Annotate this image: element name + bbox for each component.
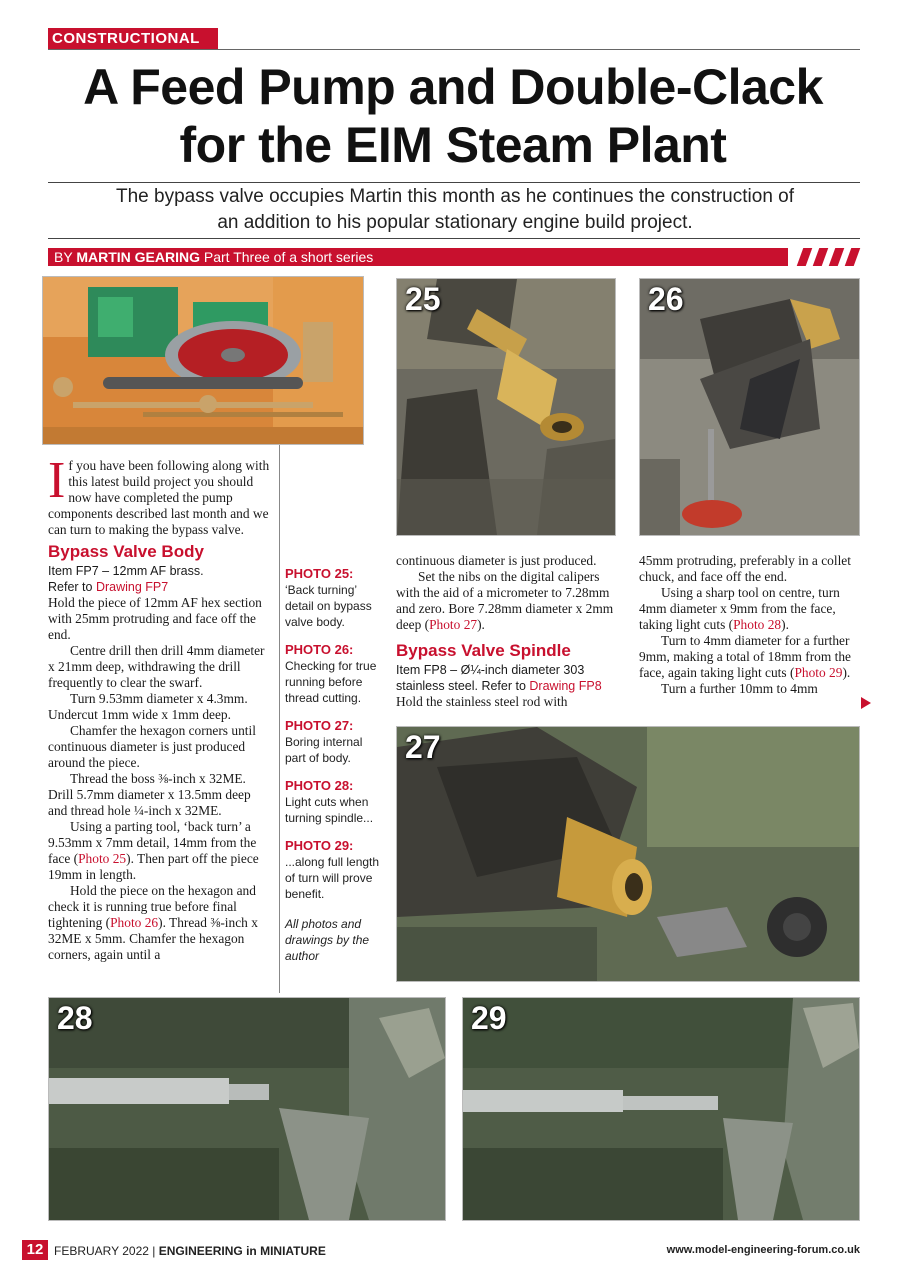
spec-text: Item FP8 – Ø¼-inch diameter 303 stainless steel. Refer to bbox=[396, 663, 585, 693]
paragraph-text: ). bbox=[781, 617, 789, 632]
standfirst-line-2: an addition to his popular stationary engine build project. bbox=[217, 212, 693, 233]
footer-issue-date: FEBRUARY 2022 | bbox=[54, 1244, 156, 1258]
photo-29 bbox=[462, 997, 860, 1221]
photo-reference: Photo 27 bbox=[429, 617, 478, 632]
photo-29-illustration bbox=[463, 998, 859, 1220]
paragraph: 45mm protruding, preferably in a collet chuck, and face off the end. bbox=[639, 553, 851, 584]
paragraph-text: Turn to 4mm diameter for a further 9mm, making a total of 18mm from the face, again taking light cuts ( bbox=[639, 633, 851, 680]
photo-reference: Photo 25 bbox=[78, 851, 127, 866]
paragraph-text: Hold the piece on the hexagon and check it is running true before final tightening ( bbox=[48, 883, 256, 930]
drawing-reference: Drawing FP8 bbox=[529, 679, 602, 693]
standfirst bbox=[70, 184, 840, 236]
photo-27-number: 27 bbox=[405, 729, 441, 765]
engine-illustration bbox=[43, 277, 363, 444]
subhead-bypass-valve-spindle: Bypass Valve Spindle bbox=[396, 641, 571, 660]
body-column-3 bbox=[396, 553, 614, 710]
photo-26-number: 26 bbox=[648, 281, 684, 317]
photo-25 bbox=[396, 278, 616, 536]
headline-line-1: A Feed Pump and Double-Clack bbox=[83, 59, 823, 115]
photo-27 bbox=[396, 726, 860, 982]
byline-series: Part Three of a short series bbox=[203, 249, 374, 265]
paragraph: Turn 9.53mm diameter x 4.3mm. Undercut 1mm wide x 1mm deep. bbox=[48, 691, 248, 722]
photo-27-illustration bbox=[397, 727, 859, 981]
paragraph-text: Using a parting tool, ‘back turn’ a 9.53mm x 7mm detail, 14mm from the face ( bbox=[48, 819, 257, 866]
paragraph-text: Set the nibs on the digital calipers with the aid of a micrometer to 7.28mm and zero. Bore 7.28mm diameter x 2mm deep ( bbox=[396, 569, 614, 632]
caption-text-26: Checking for true running before thread cutting. bbox=[285, 659, 377, 705]
photo-28-illustration bbox=[49, 998, 445, 1220]
drop-cap: I bbox=[48, 452, 66, 509]
subhead-bypass-valve-body: Bypass Valve Body bbox=[48, 542, 204, 561]
continue-arrow-icon bbox=[861, 697, 871, 709]
caption-title-26: PHOTO 26: bbox=[285, 642, 354, 657]
headline-line-2: for the EIM Steam Plant bbox=[179, 117, 727, 173]
byline-author: MARTIN GEARING bbox=[76, 249, 200, 265]
paragraph: Hold the stainless steel rod with bbox=[396, 694, 568, 709]
standfirst-top-rule bbox=[48, 182, 860, 183]
paragraph-text: ). Thread ⅜-inch x 32ME x 5mm. Chamfer the hexagon corners, again until a bbox=[48, 915, 258, 962]
caption-text-25: ‘Back turning’ detail on bypass valve body. bbox=[285, 583, 372, 629]
paragraph-text: ). bbox=[477, 617, 485, 632]
caption-column-rule bbox=[279, 445, 280, 993]
paragraph-text: ). Then part off the piece 19mm in length. bbox=[48, 851, 259, 882]
caption-title-29: PHOTO 29: bbox=[285, 838, 354, 853]
byline bbox=[48, 248, 788, 266]
headline bbox=[40, 58, 866, 174]
lead-photo-engine bbox=[42, 276, 364, 445]
caption-title-25: PHOTO 25: bbox=[285, 566, 354, 581]
footer-magazine-name: ENGINEERING in MINIATURE bbox=[158, 1244, 326, 1258]
paragraph: continuous diameter is just produced. bbox=[396, 553, 597, 568]
photo-26 bbox=[639, 278, 860, 536]
body-column-4 bbox=[639, 553, 859, 697]
standfirst-bottom-rule bbox=[48, 238, 860, 239]
paragraph bbox=[639, 585, 859, 633]
spec-item: Item FP7 – 12mm AF brass. bbox=[48, 564, 204, 578]
photo-credit: All photos and drawings by the author bbox=[285, 917, 370, 963]
photo-25-number: 25 bbox=[405, 281, 441, 317]
standfirst-line-1: The bypass valve occupies Martin this month as he continues the construction of bbox=[115, 186, 795, 207]
spec-reference-prefix: Refer to bbox=[48, 580, 93, 594]
byline-slash-decoration bbox=[845, 248, 861, 266]
paragraph bbox=[396, 569, 614, 633]
paragraph: Centre drill then drill 4mm diameter x 21mm deep, withdrawing the drill frequently to clear the swarf. bbox=[48, 643, 265, 690]
caption-title-28: PHOTO 28: bbox=[285, 778, 354, 793]
body-column-1 bbox=[48, 452, 270, 963]
section-tag: CONSTRUCTIONAL bbox=[48, 28, 218, 49]
byline-prefix: BY bbox=[54, 249, 73, 265]
intro-paragraph bbox=[48, 452, 270, 538]
spec-reference bbox=[48, 579, 270, 595]
photo-reference: Photo 29 bbox=[794, 665, 843, 680]
paragraph bbox=[48, 883, 270, 963]
byline-slash-decoration bbox=[829, 248, 845, 266]
footer-issue bbox=[54, 1244, 326, 1258]
drawing-reference: Drawing FP7 bbox=[95, 580, 169, 594]
photo-28-number: 28 bbox=[57, 1000, 93, 1036]
caption-title-27: PHOTO 27: bbox=[285, 718, 354, 733]
photo-reference: Photo 28 bbox=[733, 617, 782, 632]
byline-slash-decoration bbox=[813, 248, 829, 266]
paragraph: Turn a further 10mm to 4mm bbox=[661, 681, 818, 696]
caption-column bbox=[285, 566, 380, 964]
paragraph: Hold the piece of 12mm AF hex section with 25mm protruding and face off the end. bbox=[48, 595, 262, 642]
paragraph: Chamfer the hexagon corners until continuous diameter is just produced around the piece. bbox=[48, 723, 256, 770]
paragraph-text: ). bbox=[842, 665, 851, 680]
footer-website: www.model-engineering-forum.co.uk bbox=[666, 1244, 860, 1256]
section-rule bbox=[48, 49, 860, 50]
photo-28 bbox=[48, 997, 446, 1221]
photo-29-number: 29 bbox=[471, 1000, 507, 1036]
byline-slash-decoration bbox=[797, 248, 813, 266]
spec-item bbox=[396, 662, 614, 694]
caption-text-27: Boring internal part of body. bbox=[285, 735, 363, 765]
caption-text-29: ...along full length of turn will prove benefit. bbox=[285, 855, 380, 901]
intro-text: f you have been following along with this latest build project you should now have completed the pump components described last month and we can turn to making the bypass valve. bbox=[48, 458, 270, 537]
paragraph-text: Using a sharp tool on centre, turn 4mm diameter x 9mm from the face, taking light cuts ( bbox=[639, 585, 840, 632]
caption-text-28: Light cuts when turning spindle... bbox=[285, 795, 374, 825]
paragraph bbox=[639, 633, 859, 681]
photo-reference: Photo 26 bbox=[110, 915, 159, 930]
paragraph: Thread the boss ⅜-inch x 32ME. Drill 5.7mm diameter x 13.5mm deep and thread hole ¼-inch x 32ME. bbox=[48, 771, 251, 818]
paragraph bbox=[48, 819, 270, 883]
page-number: 12 bbox=[22, 1240, 48, 1260]
